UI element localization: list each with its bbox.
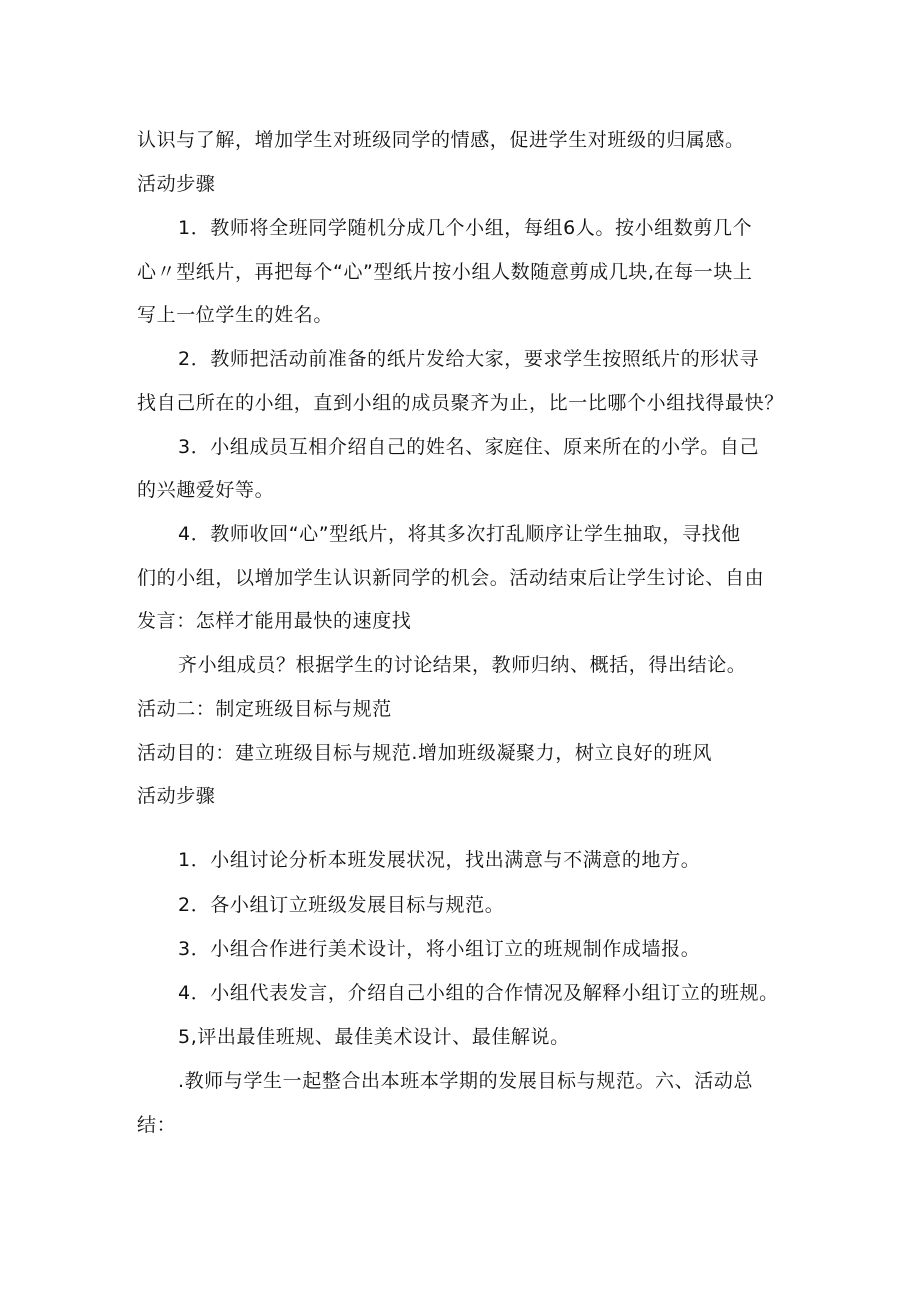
paragraph-line: 们的小组，以增加学生认识新同学的机会。活动结束后让学生讨论、自由 <box>137 567 765 589</box>
step-5-line: 5,评出最佳班规、最佳美术设计、最佳解说。 <box>178 1026 570 1048</box>
step-1-line: 1．教师将全班同学随机分成几个小组，每组6人。按小组数剪几个 <box>178 217 753 239</box>
step-4-line: 4．小组代表发言，介绍自己小组的合作情况及解释小组订立的班规。 <box>178 982 779 1004</box>
paragraph-line: 找自己所在的小组，直到小组的成员聚齐为止，比一比哪个小组找得最快？ <box>137 392 784 414</box>
step-1-line: 1．小组讨论分析本班发展状况，找出满意与不满意的地方。 <box>178 849 701 871</box>
paragraph-line: 结： <box>137 1114 177 1136</box>
activity-two-heading: 活动二：制定班级目标与规范 <box>137 698 392 720</box>
step-2-line: 2．教师把活动前准备的纸片发给大家，要求学生按照纸片的形状寻 <box>178 348 760 370</box>
step-2-line: 2．各小组订立班级发展目标与规范。 <box>178 894 505 916</box>
step-6-line: .教师与学生一起整合出本班本学期的发展目标与规范。六、活动总 <box>178 1070 754 1092</box>
activity-purpose: 活动目的：建立班级目标与规范.增加班级凝聚力，树立良好的班风 <box>137 742 713 764</box>
step-3-line: 3．小组合作进行美术设计，将小组订立的班规制作成墙报。 <box>178 938 701 960</box>
paragraph-line: 齐小组成员？根据学生的讨论结果，教师归纳、概括，得出结论。 <box>178 654 747 676</box>
step-3-line: 3．小组成员互相介绍自己的姓名、家庭住、原来所在的小学。自己 <box>178 436 760 458</box>
section-heading: 活动步骤 <box>137 785 216 807</box>
paragraph-line: 的兴趣爱好等。 <box>137 479 275 501</box>
section-heading: 活动步骤 <box>137 173 216 195</box>
paragraph-line: 认识与了解，增加学生对班级同学的情感，促进学生对班级的归属感。 <box>137 129 745 151</box>
step-4-line: 4．教师收回“心”型纸片，将其多次打乱顺序让学生抽取，寻找他 <box>178 523 741 545</box>
paragraph-line: 发言：怎样才能用最快的速度找 <box>137 610 412 632</box>
paragraph-line: 写上一位学生的姓名。 <box>137 304 334 326</box>
paragraph-line: 心〃型纸片，再把每个“心”型纸片按小组人数随意剪成几块,在每一块上 <box>137 261 753 283</box>
